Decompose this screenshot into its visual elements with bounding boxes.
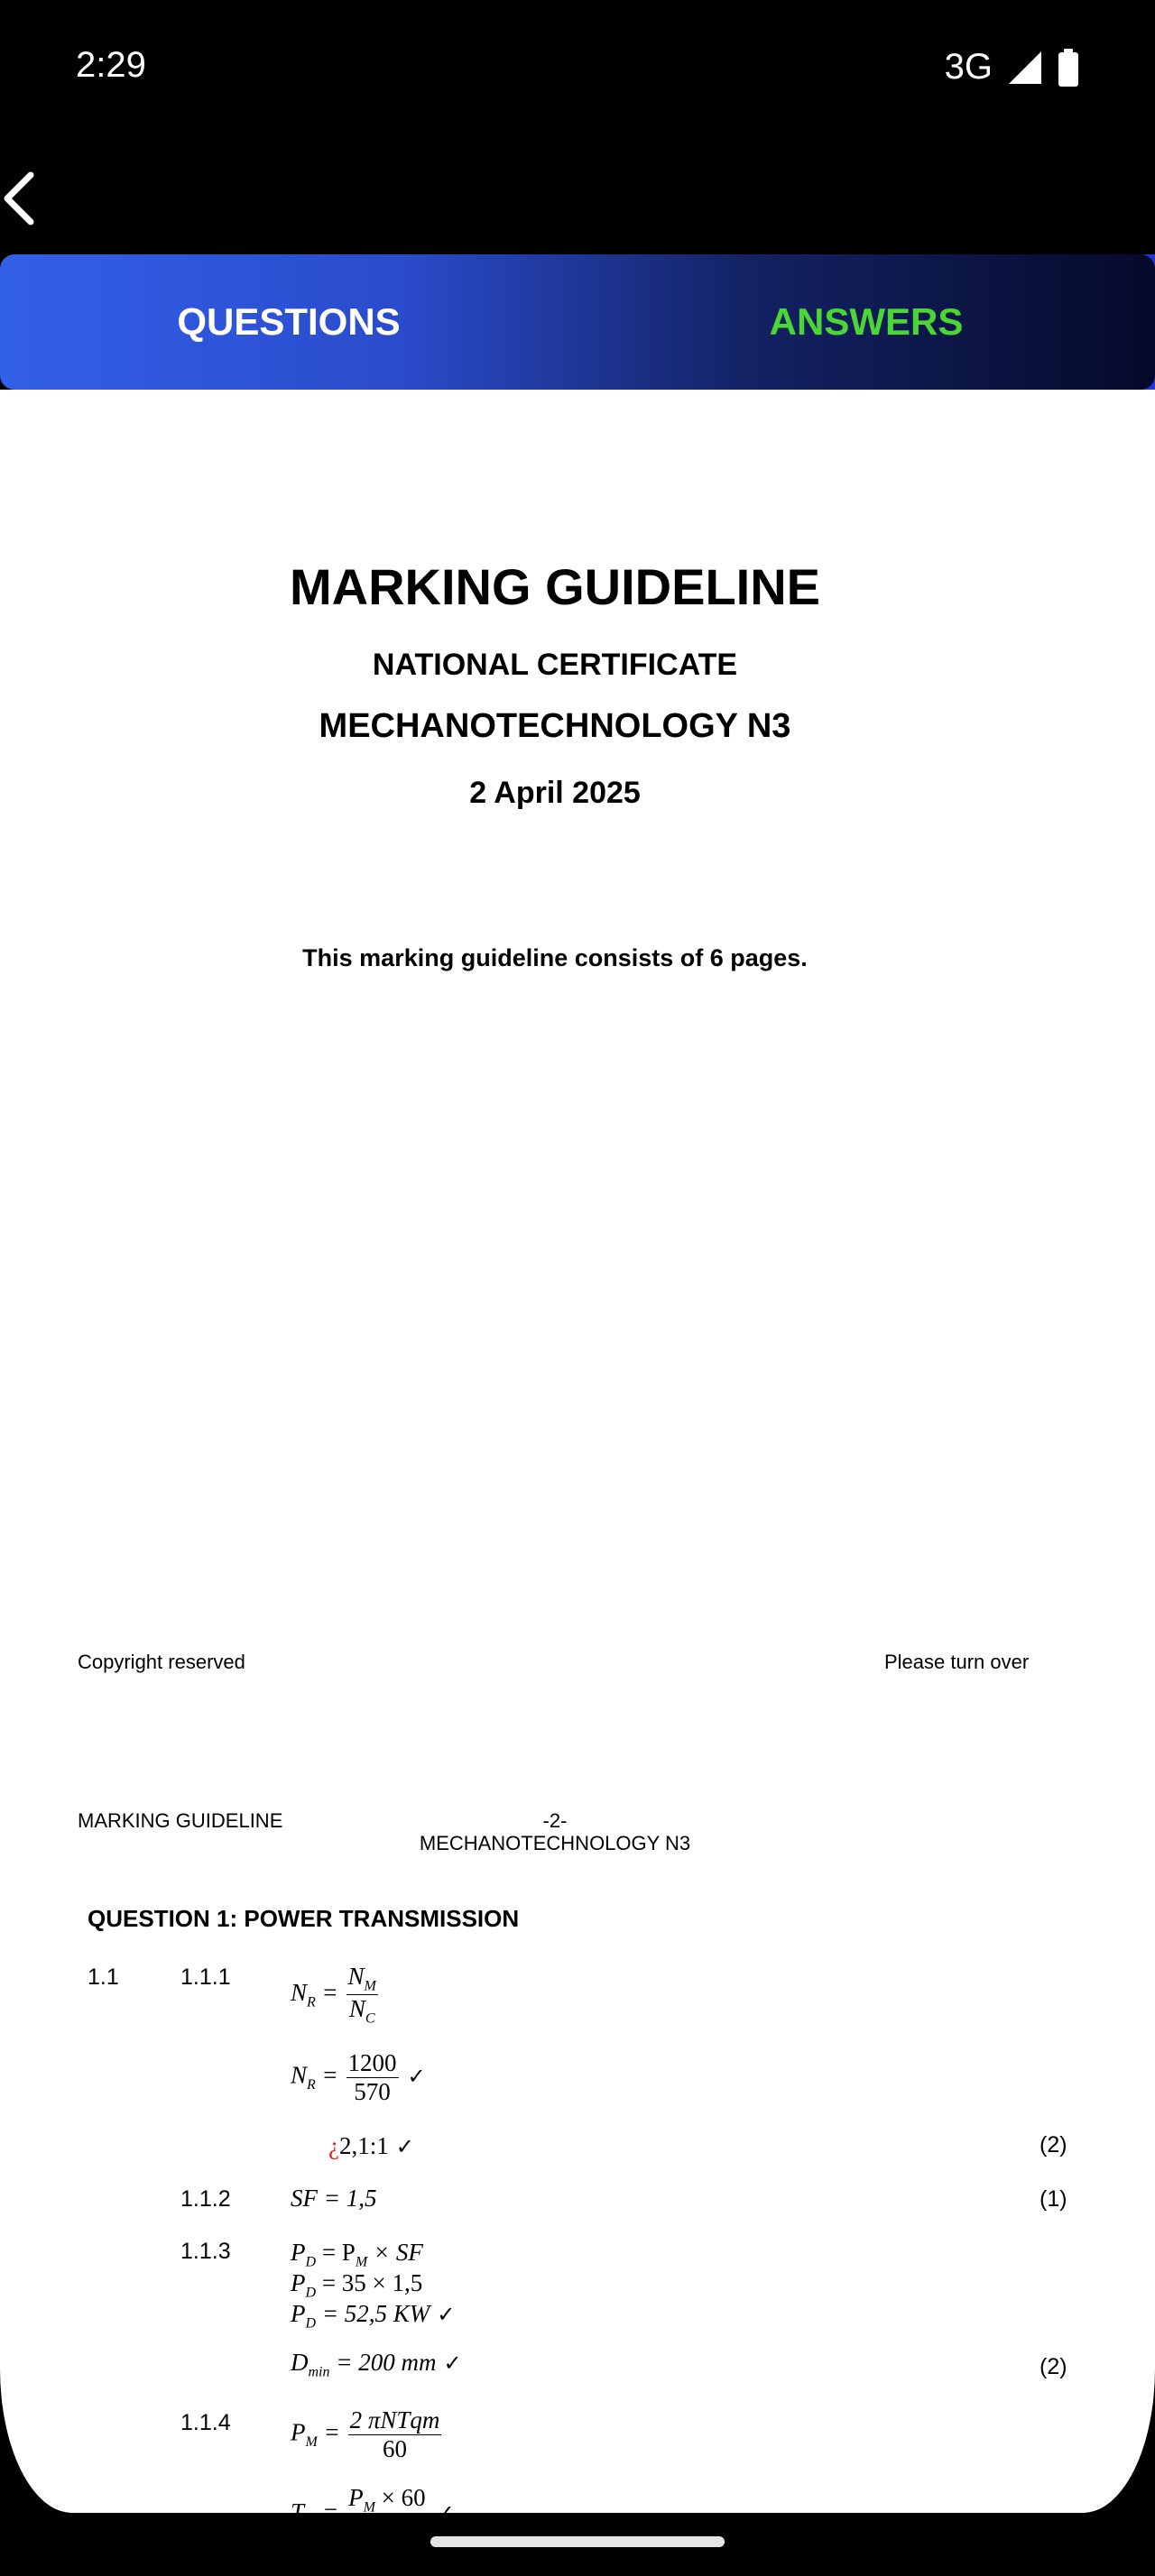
status-icons	[945, 47, 1079, 87]
equation-torque: $T_M$ = $P_M \times 60$ ✓	[291, 2484, 455, 2530]
numerator: 1200	[347, 2049, 397, 2076]
equation-min-diameter: $D_{min} = 200$ mm ✓	[291, 2349, 462, 2380]
item-number: 1.1.1	[180, 1964, 231, 1990]
equation-motor-power: $P_M$ = $\frac{\text{2 πNTqm}}{60}$	[291, 2406, 440, 2462]
document-viewer[interactable]	[0, 390, 1155, 2530]
check-mark-icon: ✓	[437, 2302, 456, 2327]
item-number: 1.1	[88, 1964, 119, 1990]
network-type: 3G	[944, 47, 993, 87]
equation-design-power: $P_D = P_M$ × SF	[291, 2239, 423, 2270]
equation-nr-values: $N_R$ = $\frac{1200}{570}$ ✓	[291, 2049, 426, 2105]
status-time: 2:29	[76, 45, 146, 85]
footer-copyright: Copyright reserved	[78, 1651, 245, 1673]
check-mark-icon: ✓	[436, 2499, 455, 2525]
tab-bar	[0, 254, 1155, 390]
equation-nr-definition: $N_R$ = $\frac{N_M}{N_C}$	[291, 1963, 376, 2027]
battery-icon	[1058, 49, 1079, 87]
app-header	[0, 135, 1155, 253]
home-indicator[interactable]	[430, 2536, 725, 2547]
page-number: -2-	[542, 1809, 568, 1832]
marks-allocation: (1)	[1040, 2186, 1067, 2212]
marks-allocation: (2)	[1040, 2354, 1067, 2379]
equation-safety-factor: SF = 1,5	[291, 2185, 377, 2212]
page-header-subject: MECHANOTECHNOLOGY N3	[419, 1832, 691, 1854]
item-number: 1.1.4	[180, 2410, 231, 2435]
denominator: 570	[354, 2078, 391, 2105]
marks-allocation: (2)	[1040, 2132, 1067, 2157]
page-header-center	[0, 1809, 1110, 1854]
question-title: QUESTION 1: POWER TRANSMISSION	[88, 1905, 520, 1932]
check-mark-icon: ✓	[407, 2063, 426, 2089]
doc-subtitle: NATIONAL CERTIFICATE	[372, 648, 738, 682]
doc-date: 2 April 2025	[469, 776, 641, 810]
doc-title: MARKING GUIDELINE	[290, 558, 820, 615]
item-number: 1.1.3	[180, 2239, 231, 2264]
doc-subject: MECHANOTECHNOLOGY N3	[319, 707, 791, 745]
tab-questions[interactable]: QUESTIONS	[177, 300, 401, 343]
check-mark-icon: ✓	[395, 2134, 414, 2159]
doc-pages-note: This marking guideline consists of 6 pages.	[302, 944, 808, 971]
equation-ratio: ¿2,1:1 ✓	[328, 2132, 414, 2159]
equation-design-power-values: $P_D = 35 \times 1,5$	[291, 2269, 423, 2301]
equation-design-power-result: $P_D = 52,5$ KW ✓	[291, 2300, 456, 2332]
footer-turn-over: Please turn over	[884, 1651, 1030, 1673]
back-arrow-icon[interactable]	[0, 171, 63, 225]
status-bar	[0, 0, 1155, 135]
check-mark-icon: ✓	[443, 2351, 462, 2376]
tab-answers[interactable]: ANSWERS	[769, 300, 964, 343]
page-header-left: MARKING GUIDELINE	[78, 1809, 283, 1832]
item-number: 1.1.2	[180, 2186, 231, 2212]
signal-icon	[1007, 50, 1043, 86]
